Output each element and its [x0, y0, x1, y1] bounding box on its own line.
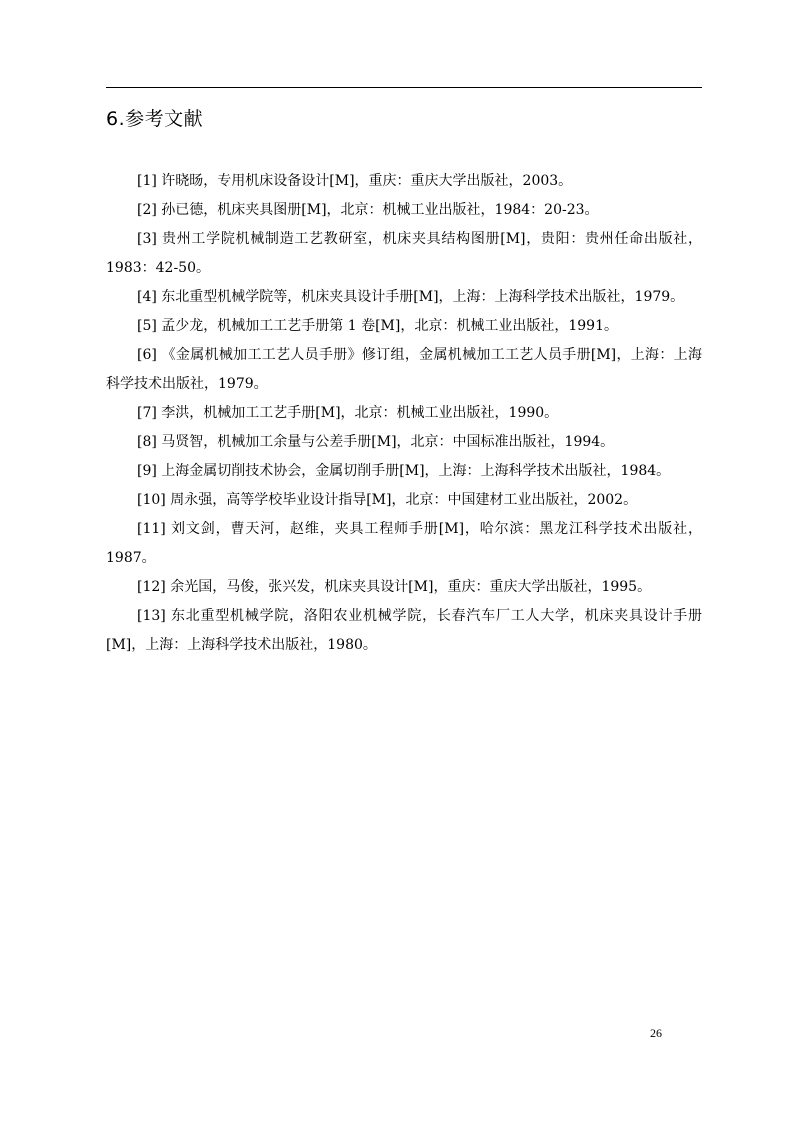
page-number: 26 — [650, 1026, 662, 1040]
reference-item: [6] 《金属机械加工工艺人员手册》修订组，金属机械加工工艺人员手册[M]，上海：上海科学技术出版社，1979。 — [106, 347, 702, 392]
reference-item: [10] 周永强，高等学校毕业设计指导[M]，北京：中国建材工业出版社，2002。 — [137, 492, 638, 508]
reference-item: [7] 李洪，机械加工工艺手册[M]，北京：机械工业出版社，1990。 — [137, 405, 559, 421]
reference-item: [5] 孟少龙，机械加工工艺手册第 1 卷[M]，北京：机械工业出版社，1991。 — [137, 318, 618, 334]
section-heading: 6.参考文献 — [106, 108, 204, 130]
reference-item: [11] 刘文剑，曹天河，赵维，夹具工程师手册[M]，哈尔滨：黑龙江科学技术出版社，1987。 — [106, 521, 702, 566]
reference-item: [1] 许晓旸，专用机床设备设计[M]，重庆：重庆大学出版社，2003。 — [137, 173, 573, 189]
header-rule — [106, 87, 702, 88]
reference-list — [106, 167, 702, 660]
reference-item: [8] 马贤智，机械加工余量与公差手册[M]，北京：中国标准出版社，1994。 — [137, 434, 615, 450]
reference-item: [4] 东北重型机械学院等，机床夹具设计手册[M]，上海：上海科学技术出版社，1979。 — [137, 289, 685, 305]
reference-item: [12] 余光国，马俊，张兴发，机床夹具设计[M]，重庆：重庆大学出版社，1995。 — [137, 579, 652, 595]
reference-item: [2] 孙已德，机床夹具图册[M]，北京：机械工业出版社，1984：20-23。 — [137, 202, 599, 218]
reference-item: [9] 上海金属切削技术协会，金属切削手册[M]，上海：上海科学技术出版社，1984。 — [137, 463, 671, 479]
reference-item: [3] 贵州工学院机械制造工艺教研室，机床夹具结构图册[M]，贵阳：贵州任命出版社，1983：42-50。 — [106, 231, 702, 276]
reference-item: [13] 东北重型机械学院，洛阳农业机械学院，长春汽车厂工人大学，机床夹具设计手册[M]，上海：上海科学技术出版社，1980。 — [106, 608, 702, 653]
